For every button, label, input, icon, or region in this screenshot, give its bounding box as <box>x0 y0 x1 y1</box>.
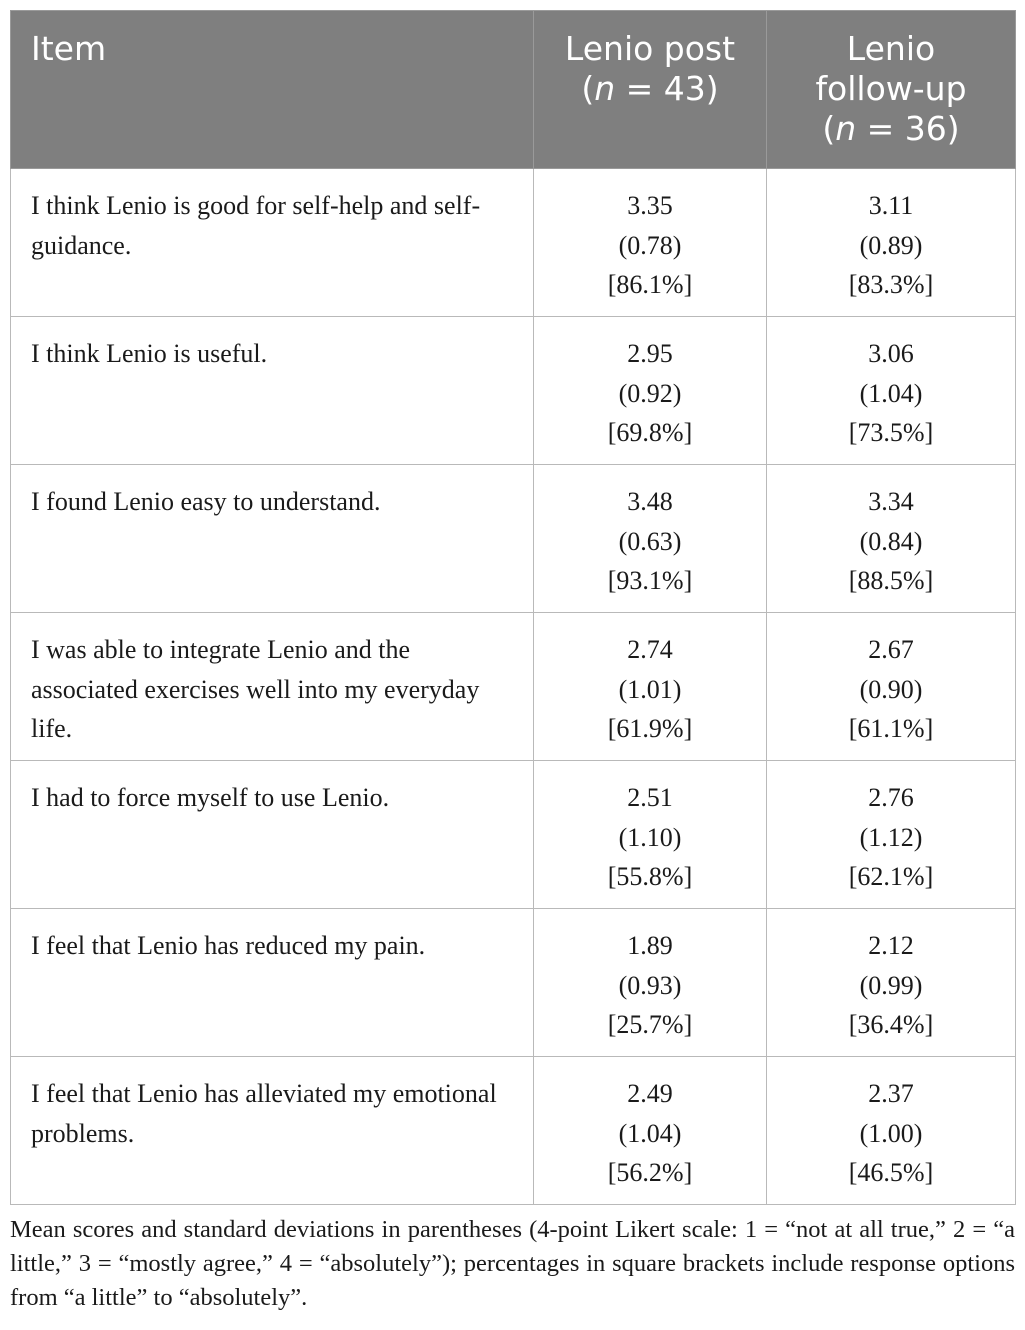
results-table-container <box>10 10 1015 1205</box>
item-cell: I think Lenio is useful. <box>11 317 534 465</box>
header-post-n-open: ( <box>581 69 595 108</box>
sd-value: (1.04) <box>859 378 923 408</box>
sd-value: (0.63) <box>618 526 682 556</box>
table-header <box>11 11 1016 169</box>
header-post-n <box>554 69 746 109</box>
percent-value: [62.1%] <box>848 862 934 891</box>
table-row <box>11 317 1016 465</box>
percent-value: [25.7%] <box>607 1010 693 1039</box>
sd-value: (1.01) <box>618 674 682 704</box>
table-row <box>11 613 1016 761</box>
percent-value: [88.5%] <box>848 566 934 595</box>
header-fu-n-value: = 36) <box>856 109 960 148</box>
mean-value: 2.95 <box>627 339 673 368</box>
mean-value: 2.37 <box>868 1079 914 1108</box>
followup-cell <box>767 169 1016 317</box>
header-fu-subtitle: follow-up <box>815 69 967 108</box>
post-cell <box>534 909 767 1057</box>
percent-value: [61.1%] <box>848 714 934 743</box>
post-cell <box>534 317 767 465</box>
sd-value: (1.12) <box>859 822 923 852</box>
sd-value: (0.84) <box>859 526 923 556</box>
mean-value: 1.89 <box>627 931 673 960</box>
percent-value: [73.5%] <box>848 418 934 447</box>
header-lenio-post <box>534 11 767 169</box>
post-cell <box>534 761 767 909</box>
table-row <box>11 1057 1016 1205</box>
header-post-n-symbol: n <box>594 69 616 108</box>
percent-value: [61.9%] <box>607 714 693 743</box>
followup-cell <box>767 613 1016 761</box>
header-fu-title: Lenio <box>846 29 936 68</box>
post-cell <box>534 613 767 761</box>
mean-value: 2.51 <box>627 783 673 812</box>
header-post-n-value: = 43) <box>615 69 719 108</box>
header-lenio-followup <box>767 11 1016 169</box>
item-cell: I was able to integrate Lenio and the associated exercises well into my everyday life. <box>11 613 534 761</box>
header-fu-n <box>787 109 995 149</box>
followup-cell <box>767 909 1016 1057</box>
sd-value: (0.78) <box>618 230 682 260</box>
item-cell: I feel that Lenio has reduced my pain. <box>11 909 534 1057</box>
results-table <box>10 10 1016 1205</box>
mean-value: 3.11 <box>868 191 914 220</box>
mean-value: 3.35 <box>627 191 673 220</box>
percent-value: [86.1%] <box>607 270 693 299</box>
sd-value: (0.89) <box>859 230 923 260</box>
table-row <box>11 909 1016 1057</box>
item-cell: I had to force myself to use Lenio. <box>11 761 534 909</box>
percent-value: [56.2%] <box>607 1158 693 1187</box>
followup-cell <box>767 761 1016 909</box>
header-row <box>11 11 1016 169</box>
mean-value: 2.67 <box>868 635 914 664</box>
percent-value: [46.5%] <box>848 1158 934 1187</box>
mean-value: 2.76 <box>868 783 914 812</box>
percent-value: [55.8%] <box>607 862 693 891</box>
mean-value: 2.74 <box>627 635 673 664</box>
sd-value: (1.00) <box>859 1118 923 1148</box>
post-cell <box>534 465 767 613</box>
table-body <box>11 169 1016 1205</box>
post-cell <box>534 169 767 317</box>
header-item-label: Item <box>31 29 107 68</box>
mean-value: 3.34 <box>868 487 914 516</box>
header-fu-n-open: ( <box>822 109 836 148</box>
header-item <box>11 11 534 169</box>
sd-value: (1.10) <box>618 822 682 852</box>
percent-value: [83.3%] <box>848 270 934 299</box>
sd-value: (0.99) <box>859 970 923 1000</box>
table-row <box>11 465 1016 613</box>
sd-value: (0.90) <box>859 674 923 704</box>
percent-value: [36.4%] <box>848 1010 934 1039</box>
item-cell: I found Lenio easy to understand. <box>11 465 534 613</box>
header-post-title: Lenio post <box>564 29 736 68</box>
header-fu-n-symbol: n <box>835 109 857 148</box>
followup-cell <box>767 317 1016 465</box>
post-cell <box>534 1057 767 1205</box>
sd-value: (0.93) <box>618 970 682 1000</box>
mean-value: 2.12 <box>868 931 914 960</box>
item-cell: I feel that Lenio has alleviated my emotional problems. <box>11 1057 534 1205</box>
item-cell: I think Lenio is good for self-help and self-guidance. <box>11 169 534 317</box>
table-row <box>11 761 1016 909</box>
percent-value: [93.1%] <box>607 566 693 595</box>
table-footnote: Mean scores and standard deviations in parentheses (4-point Likert scale: 1 = “not at all true,” 2 = “a little,” 3 = “mostly agree,” 4 = “absolutely”); percentages in square brackets include response options from “a little” to “absolutely”. <box>10 1216 1015 1311</box>
percent-value: [69.8%] <box>607 418 693 447</box>
followup-cell <box>767 1057 1016 1205</box>
table-row <box>11 169 1016 317</box>
sd-value: (1.04) <box>618 1118 682 1148</box>
followup-cell <box>767 465 1016 613</box>
mean-value: 2.49 <box>627 1079 673 1108</box>
mean-value: 3.06 <box>868 339 914 368</box>
mean-value: 3.48 <box>627 487 673 516</box>
sd-value: (0.92) <box>618 378 682 408</box>
